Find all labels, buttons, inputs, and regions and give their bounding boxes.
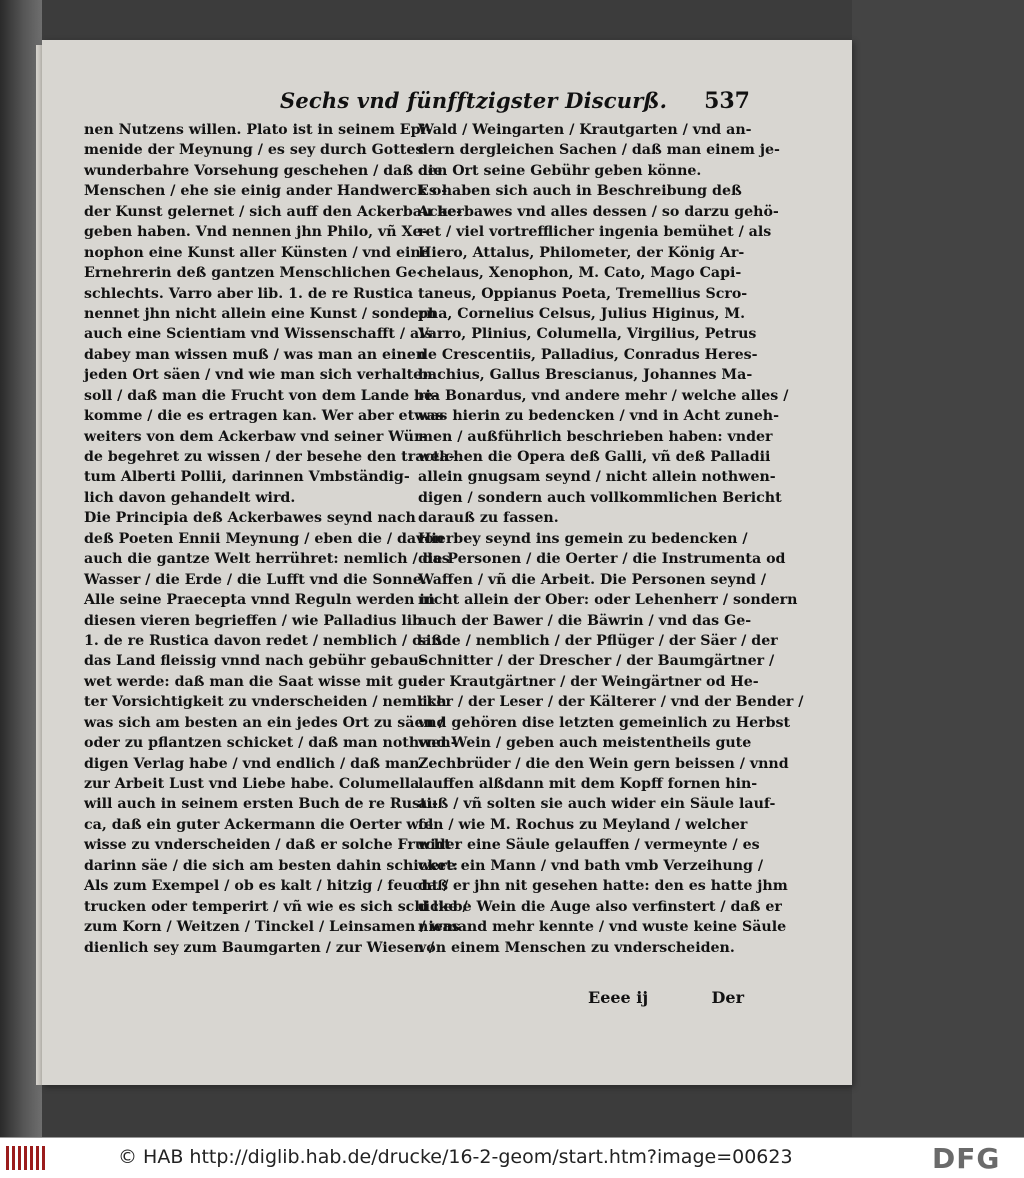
text-line: komme / die es ertragen kan. Wer aber etwas xyxy=(84,408,444,425)
text-line: auch die gantze Welt herrühret: nemlich / das xyxy=(84,551,450,568)
text-line: sinde / nemblich / der Pflüger / der Säer / der xyxy=(418,632,778,649)
text-line: allein gnugsam seynd / nicht allein nothwen- xyxy=(418,469,776,486)
text-line: daß er jhn nit gesehen hatte: den es hatte jhm xyxy=(418,878,788,895)
text-line: Zechbrüder / die den Wein gern beissen / vnnd xyxy=(418,755,789,772)
text-line: wider eine Säule gelauffen / vermeynte / es xyxy=(418,837,760,854)
scanner-background-right xyxy=(852,0,1024,1137)
text-line: welchen die Opera deß Galli, vñ deß Palladii xyxy=(418,449,771,465)
text-line: darauß zu fassen. xyxy=(418,510,559,527)
text-line: das Land fleissig vnnd nach gebühr gebau- xyxy=(84,653,425,670)
text-line: wet werde: daß man die Saat wisse mit gu- xyxy=(84,673,424,690)
text-line: oder zu pflantzen schicket / daß man nothwen- xyxy=(84,735,457,752)
text-line: geben haben. Vnd nennen jhn Philo, vñ Xe- xyxy=(84,224,428,241)
text-line: de begehret zu wissen / der besehe den tracta- xyxy=(84,449,455,465)
text-line: ca, daß ein guter Ackermann die Oerter wol xyxy=(84,816,434,833)
text-line: tum Alberti Pollii, darinnen Vmbständig- xyxy=(84,469,410,486)
text-line: weiters von dem Ackerbaw vnd seiner Wür- xyxy=(84,428,428,445)
text-line: were ein Mann / vnd bath vmb Verzeihung / xyxy=(418,857,764,874)
viewer-footer xyxy=(0,1137,1024,1178)
text-line: lich davon gehandelt wird. xyxy=(84,489,296,506)
text-line: menide der Meynung / es sey durch Gottes xyxy=(84,142,424,159)
text-line: 1. de re Rustica davon redet / nemblich / daß xyxy=(84,632,442,649)
text-line: digen Verlag habe / vnd endlich / daß man xyxy=(84,755,420,772)
text-line: diesen vieren begrieffen / wie Palladius lib. xyxy=(84,612,428,629)
text-line: lauffen alßdann mit dem Kopff fornen hin- xyxy=(418,776,758,792)
text-line: auch der Bawer / die Bäwrin / vnd das Ge- xyxy=(418,612,752,629)
text-line: ria Bonardus, vnd andere mehr / welche alles / xyxy=(418,387,789,404)
text-line: den Ort seine Gebühr geben könne. xyxy=(418,162,702,179)
copyright-link[interactable]: © HAB http://diglib.hab.de/drucke/16-2-geom/start.htm?image=00623 xyxy=(118,1146,793,1168)
text-line: Wasser / die Erde / die Lufft vnd die Sonne. xyxy=(84,571,427,588)
dfg-logo: DFG xyxy=(932,1142,1001,1175)
text-line: vnd Wein / geben auch meistentheils gute xyxy=(418,735,752,752)
text-line: wisse zu vnderscheiden / daß er solche Frucht xyxy=(84,837,451,854)
text-line: dabey man wissen muß / was man an einen xyxy=(84,346,427,363)
page-number: 537 xyxy=(704,88,750,114)
text-line: fen / wie M. Rochus zu Meyland / welcher xyxy=(418,816,748,833)
text-line: cker / der Leser / der Kälterer / vnd der Bender / xyxy=(418,694,804,711)
text-line: auch eine Scientiam vnd Wissenschafft / als xyxy=(84,326,433,343)
hab-logo-icon xyxy=(6,1146,48,1170)
text-line: deß Poeten Ennii Meynung / eben die / davon xyxy=(84,530,445,547)
page-header xyxy=(280,88,750,116)
left-text-column xyxy=(84,120,468,958)
text-line: Ernehrerin deß gantzen Menschlichen Ge- xyxy=(84,265,423,282)
text-line: Waffen / vñ die Arbeit. Die Personen seynd / xyxy=(418,571,767,588)
text-line: die Personen / die Oerter / die Instrumenta od xyxy=(418,551,786,568)
text-line: was hierin zu bedencken / vnd in Acht zuneh- xyxy=(418,408,780,425)
catchline xyxy=(588,988,744,1010)
text-line: vnd gehören dise letzten gemeinlich zu Herbst xyxy=(418,714,791,731)
catchword: Der xyxy=(711,988,744,1007)
text-line: Schnitter / der Drescher / der Baumgärtner / xyxy=(418,653,775,670)
text-line: men / außführlich beschrieben haben: vnder xyxy=(418,428,773,445)
text-line: ret / viel vortrefflicher ingenia bemühet / als xyxy=(418,224,772,241)
text-line: nen Nutzens willen. Plato ist in seinem Epi- xyxy=(84,122,432,138)
text-line: d liebe Wein die Auge also verfinstert / daß er xyxy=(418,898,782,915)
text-line: ter Vorsichtigkeit zu vnderscheiden / nemlich xyxy=(84,694,447,711)
text-line: von einem Menschen zu vnderscheiden. xyxy=(418,939,735,956)
text-line: nophon eine Kunst aller Künsten / vnd eine xyxy=(84,244,430,261)
text-line: nennet jhn nicht allein eine Kunst / sondern xyxy=(84,305,437,322)
text-line: auß / vñ solten sie auch wider ein Säule lauf- xyxy=(418,796,776,813)
text-line: Hiero, Attalus, Philometer, der König Ar- xyxy=(418,244,745,261)
text-line: zum Korn / Weitzen / Tinckel / Leinsamen / was xyxy=(84,919,460,936)
text-line: chelaus, Xenophon, M. Cato, Mago Capi- xyxy=(418,265,742,282)
text-line: niemand mehr kennte / vnd wuste keine Säule xyxy=(418,919,787,936)
text-line: Die Principia deß Ackerbawes seynd nach xyxy=(84,510,416,527)
text-line: Hierbey seynd ins gemein zu bedencken / xyxy=(418,530,748,547)
text-line: trucken oder temperirt / vñ wie es sich schicke / xyxy=(84,898,468,915)
text-line: Wald / Weingarten / Krautgarten / vnd an- xyxy=(418,122,752,138)
text-line: Es haben sich auch in Beschreibung deß xyxy=(418,183,742,200)
text-line: der Krautgärtner / der Weingärtner od He- xyxy=(418,673,759,690)
text-line: Ackerbawes vnd alles dessen / so darzu gehö- xyxy=(418,203,779,220)
text-line: nicht allein der Ober: oder Lehenherr / sondern xyxy=(418,592,798,609)
text-line: dern dergleichen Sachen / daß man einem je- xyxy=(418,142,780,159)
text-line: dienlich sey zum Baumgarten / zur Wiesen / xyxy=(84,939,435,956)
text-line: digen / sondern auch vollkommlichen Bericht xyxy=(418,489,782,506)
text-line: zur Arbeit Lust vnd Liebe habe. Columella xyxy=(84,776,420,792)
text-line: taneus, Oppianus Poeta, Tremellius Scro- xyxy=(418,285,748,302)
text-line: schlechts. Varro aber lib. 1. de re Rustica xyxy=(84,285,414,302)
text-line: de Crescentiis, Palladius, Conradus Heres- xyxy=(418,346,758,363)
text-line: pha, Cornelius Celsus, Julius Higinus, M. xyxy=(418,305,746,322)
text-line: Alle seine Praecepta vnnd Reguln werden in xyxy=(84,592,436,609)
text-line: soll / daß man die Frucht von dem Lande be- xyxy=(84,387,439,404)
text-line: bachius, Gallus Brescianus, Johannes Ma- xyxy=(418,367,753,384)
text-line: will auch in seinem ersten Buch de re Rusti- xyxy=(84,796,438,813)
text-line: Als zum Exempel / ob es kalt / hitzig / feucht / xyxy=(84,878,449,895)
text-line: Varro, Plinius, Columella, Virgilius, Petrus xyxy=(418,326,757,343)
right-text-column xyxy=(418,120,804,958)
text-line: darinn säe / die sich am besten dahin schicket: xyxy=(84,857,458,874)
text-line: Menschen / ehe sie einig ander Handwerck o- xyxy=(84,183,448,200)
text-line: jeden Ort säen / vnd wie man sich verhalten xyxy=(84,367,433,384)
text-line: der Kunst gelernet / sich auff den Ackerbau be- xyxy=(84,203,463,220)
running-head: Sechs vnd fünfftzigster Discurß. xyxy=(280,88,668,113)
text-line: was sich am besten an ein jedes Ort zu säen / xyxy=(84,714,444,731)
text-line: wunderbahre Vorsehung geschehen / daß die xyxy=(84,162,443,179)
signature-mark: Eeee ij xyxy=(588,988,649,1007)
